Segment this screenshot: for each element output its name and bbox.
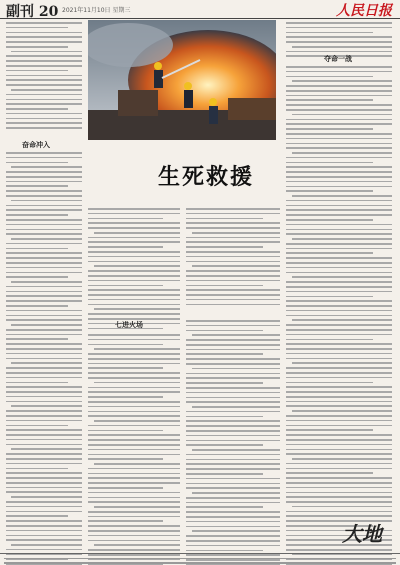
article-headline: 生死救援 bbox=[158, 164, 255, 190]
text-column-2b bbox=[88, 334, 180, 565]
subhead-4: 夺命一战 bbox=[324, 54, 352, 63]
text-column-1 bbox=[6, 152, 82, 565]
newspaper-logo: 人民日报 bbox=[336, 3, 392, 19]
issue-date: 2021年11月10日 星期三 bbox=[62, 7, 131, 14]
text-column-2 bbox=[88, 208, 180, 332]
footer-imprint bbox=[4, 555, 396, 563]
subhead-1: 奋命冲入 bbox=[22, 140, 50, 149]
text-column-3b bbox=[186, 320, 280, 565]
text-column-4 bbox=[286, 66, 392, 565]
text-column-3 bbox=[186, 208, 280, 308]
firefighters-fire-photo bbox=[88, 20, 276, 140]
footer-rule bbox=[0, 553, 400, 554]
page-title: 副刊 20 bbox=[6, 4, 59, 20]
masthead bbox=[0, 0, 400, 19]
text-column-1-top bbox=[6, 22, 82, 132]
subhead-2: 七进火场 bbox=[115, 320, 143, 329]
section-signature: 大地 bbox=[342, 522, 382, 546]
